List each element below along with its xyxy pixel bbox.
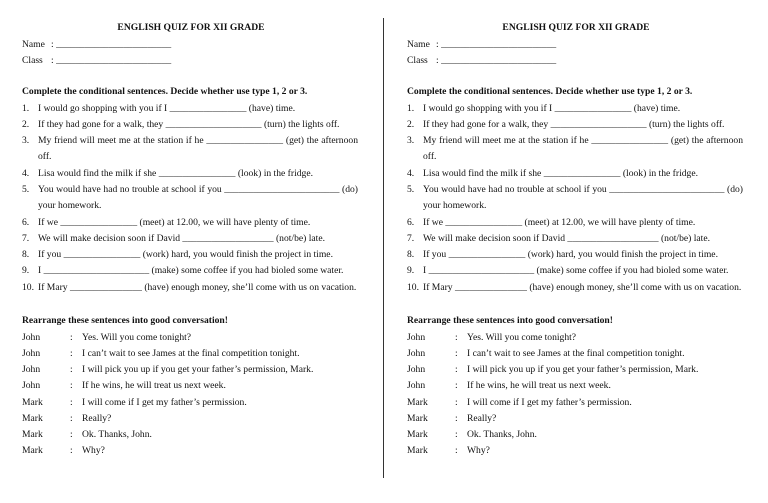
question-number: 10. — [407, 282, 419, 293]
question-text: If Mary _______________ (have) enough money, she’ll come with us on vacation. — [423, 282, 742, 293]
section-heading-conversation: Rearrange these sentences into good conversation! — [22, 315, 228, 326]
class-label: Class — [407, 55, 428, 66]
question-text: I would go shopping with you if I ________________ (have) time. — [38, 103, 296, 114]
conversation-text: Really? — [82, 413, 112, 424]
class-label: Class — [22, 55, 43, 66]
question-number: 4. — [22, 168, 30, 179]
conversation-text: Yes. Will you come tonight? — [467, 332, 577, 343]
question-text: You would have had no trouble at school if you ________________________ (do) your homework. — [38, 184, 358, 212]
name-row — [407, 37, 557, 53]
question-number: 6. — [22, 217, 30, 228]
question-number: 3. — [22, 135, 30, 146]
speaker-name: Mark — [22, 445, 43, 456]
speaker-name: John — [22, 332, 41, 343]
conversation-text: Yes. Will you come tonight? — [82, 332, 192, 343]
question-text: I would go shopping with you if I ________________ (have) time. — [423, 103, 681, 114]
question-text: If Mary _______________ (have) enough money, she’ll come with us on vacation. — [38, 282, 357, 293]
question-number: 8. — [407, 249, 415, 260]
question-number: 9. — [22, 265, 30, 276]
conversation-text: If he wins, he will treat us next week. — [82, 380, 226, 391]
speaker-name: Mark — [407, 445, 428, 456]
class-row — [407, 53, 557, 69]
colon-separator: : — [455, 380, 458, 391]
speaker-name: John — [407, 332, 426, 343]
speaker-name: Mark — [22, 413, 43, 424]
quiz-title: ENGLISH QUIZ FOR XII GRADE — [117, 22, 265, 33]
question-number: 1. — [407, 103, 415, 114]
speaker-name: John — [22, 364, 41, 375]
question-text: My friend will meet me at the station if he ________________ (get) the afternoon off. — [38, 135, 358, 163]
colon-separator: : — [70, 429, 73, 440]
conversation-text: Why? — [467, 445, 490, 456]
conversation-text: I will come if I get my father’s permission. — [467, 397, 632, 408]
question-number: 5. — [407, 184, 415, 195]
class-blank[interactable]: : ________________________ — [436, 55, 557, 66]
name-row — [22, 37, 172, 53]
question-number: 8. — [22, 249, 30, 260]
question-number: 2. — [407, 119, 415, 130]
colon-separator: : — [455, 348, 458, 359]
conversation-text: If he wins, he will treat us next week. — [467, 380, 611, 391]
speaker-name: Mark — [22, 429, 43, 440]
speaker-name: Mark — [407, 397, 428, 408]
colon-separator: : — [455, 413, 458, 424]
colon-separator: : — [70, 380, 73, 391]
question-text: We will make decision soon if David ___________________ (not/be) late. — [423, 233, 710, 244]
speaker-name: Mark — [22, 397, 43, 408]
section-heading-conditionals: Complete the conditional sentences. Decide whether use type 1, 2 or 3. — [22, 86, 308, 97]
question-text: If you ________________ (work) hard, you would finish the project in time. — [423, 249, 718, 260]
conversation-text: I will pick you up if you get your father’s permission, Mark. — [467, 364, 699, 375]
question-text: Lisa would find the milk if she ________________ (look) in the fridge. — [423, 168, 698, 179]
question-number: 1. — [22, 103, 30, 114]
column-divider — [383, 18, 384, 478]
speaker-name: John — [407, 364, 426, 375]
conversation-text: Ok. Thanks, John. — [467, 429, 537, 440]
question-number: 6. — [407, 217, 415, 228]
name-blank[interactable]: : ________________________ — [51, 39, 172, 50]
colon-separator: : — [455, 364, 458, 375]
question-text: If we ________________ (meet) at 12.00, we will have plenty of time. — [423, 217, 696, 228]
question-text: I ______________________ (make) some coffee if you had bioled some water. — [38, 265, 344, 276]
speaker-name: John — [22, 380, 41, 391]
question-number: 2. — [22, 119, 30, 130]
conversation-text: Ok. Thanks, John. — [82, 429, 152, 440]
question-number: 10. — [22, 282, 34, 293]
conversation-text: I can’t wait to see James at the final competition tonight. — [82, 348, 300, 359]
conversation-text: I will pick you up if you get your father’s permission, Mark. — [82, 364, 314, 375]
question-number: 7. — [22, 233, 30, 244]
section-heading-conditionals: Complete the conditional sentences. Decide whether use type 1, 2 or 3. — [407, 86, 693, 97]
speaker-name: Mark — [407, 429, 428, 440]
colon-separator: : — [455, 445, 458, 456]
section-heading-conversation: Rearrange these sentences into good conversation! — [407, 315, 613, 326]
speaker-name: Mark — [407, 413, 428, 424]
question-number: 7. — [407, 233, 415, 244]
name-blank[interactable]: : ________________________ — [436, 39, 557, 50]
colon-separator: : — [70, 445, 73, 456]
quiz-title: ENGLISH QUIZ FOR XII GRADE — [502, 22, 650, 33]
question-text: My friend will meet me at the station if he ________________ (get) the afternoon off. — [423, 135, 743, 163]
colon-separator: : — [455, 332, 458, 343]
question-text: Lisa would find the milk if she ________________ (look) in the fridge. — [38, 168, 313, 179]
class-blank[interactable]: : ________________________ — [51, 55, 172, 66]
colon-separator: : — [70, 332, 73, 343]
speaker-name: John — [407, 380, 426, 391]
class-row — [22, 53, 172, 69]
speaker-name: John — [407, 348, 426, 359]
colon-separator: : — [70, 397, 73, 408]
question-text: If they had gone for a walk, they ____________________ (turn) the lights off. — [38, 119, 340, 130]
conversation-text: Why? — [82, 445, 105, 456]
question-text: We will make decision soon if David ___________________ (not/be) late. — [38, 233, 325, 244]
question-text: If we ________________ (meet) at 12.00, we will have plenty of time. — [38, 217, 311, 228]
question-number: 3. — [407, 135, 415, 146]
colon-separator: : — [455, 397, 458, 408]
name-label: Name — [22, 39, 45, 50]
speaker-name: John — [22, 348, 41, 359]
colon-separator: : — [70, 413, 73, 424]
conversation-text: I will come if I get my father’s permission. — [82, 397, 247, 408]
question-number: 9. — [407, 265, 415, 276]
question-number: 4. — [407, 168, 415, 179]
quiz-sheet-left — [22, 0, 378, 503]
question-text: If they had gone for a walk, they ____________________ (turn) the lights off. — [423, 119, 725, 130]
conversation-text: I can’t wait to see James at the final competition tonight. — [467, 348, 685, 359]
colon-separator: : — [455, 429, 458, 440]
question-text: I ______________________ (make) some coffee if you had bioled some water. — [423, 265, 729, 276]
colon-separator: : — [70, 348, 73, 359]
question-text: You would have had no trouble at school if you ________________________ (do) your homework. — [423, 184, 743, 212]
colon-separator: : — [70, 364, 73, 375]
conversation-text: Really? — [467, 413, 497, 424]
question-number: 5. — [22, 184, 30, 195]
quiz-sheet-right — [407, 0, 763, 503]
name-label: Name — [407, 39, 430, 50]
question-text: If you ________________ (work) hard, you would finish the project in time. — [38, 249, 333, 260]
